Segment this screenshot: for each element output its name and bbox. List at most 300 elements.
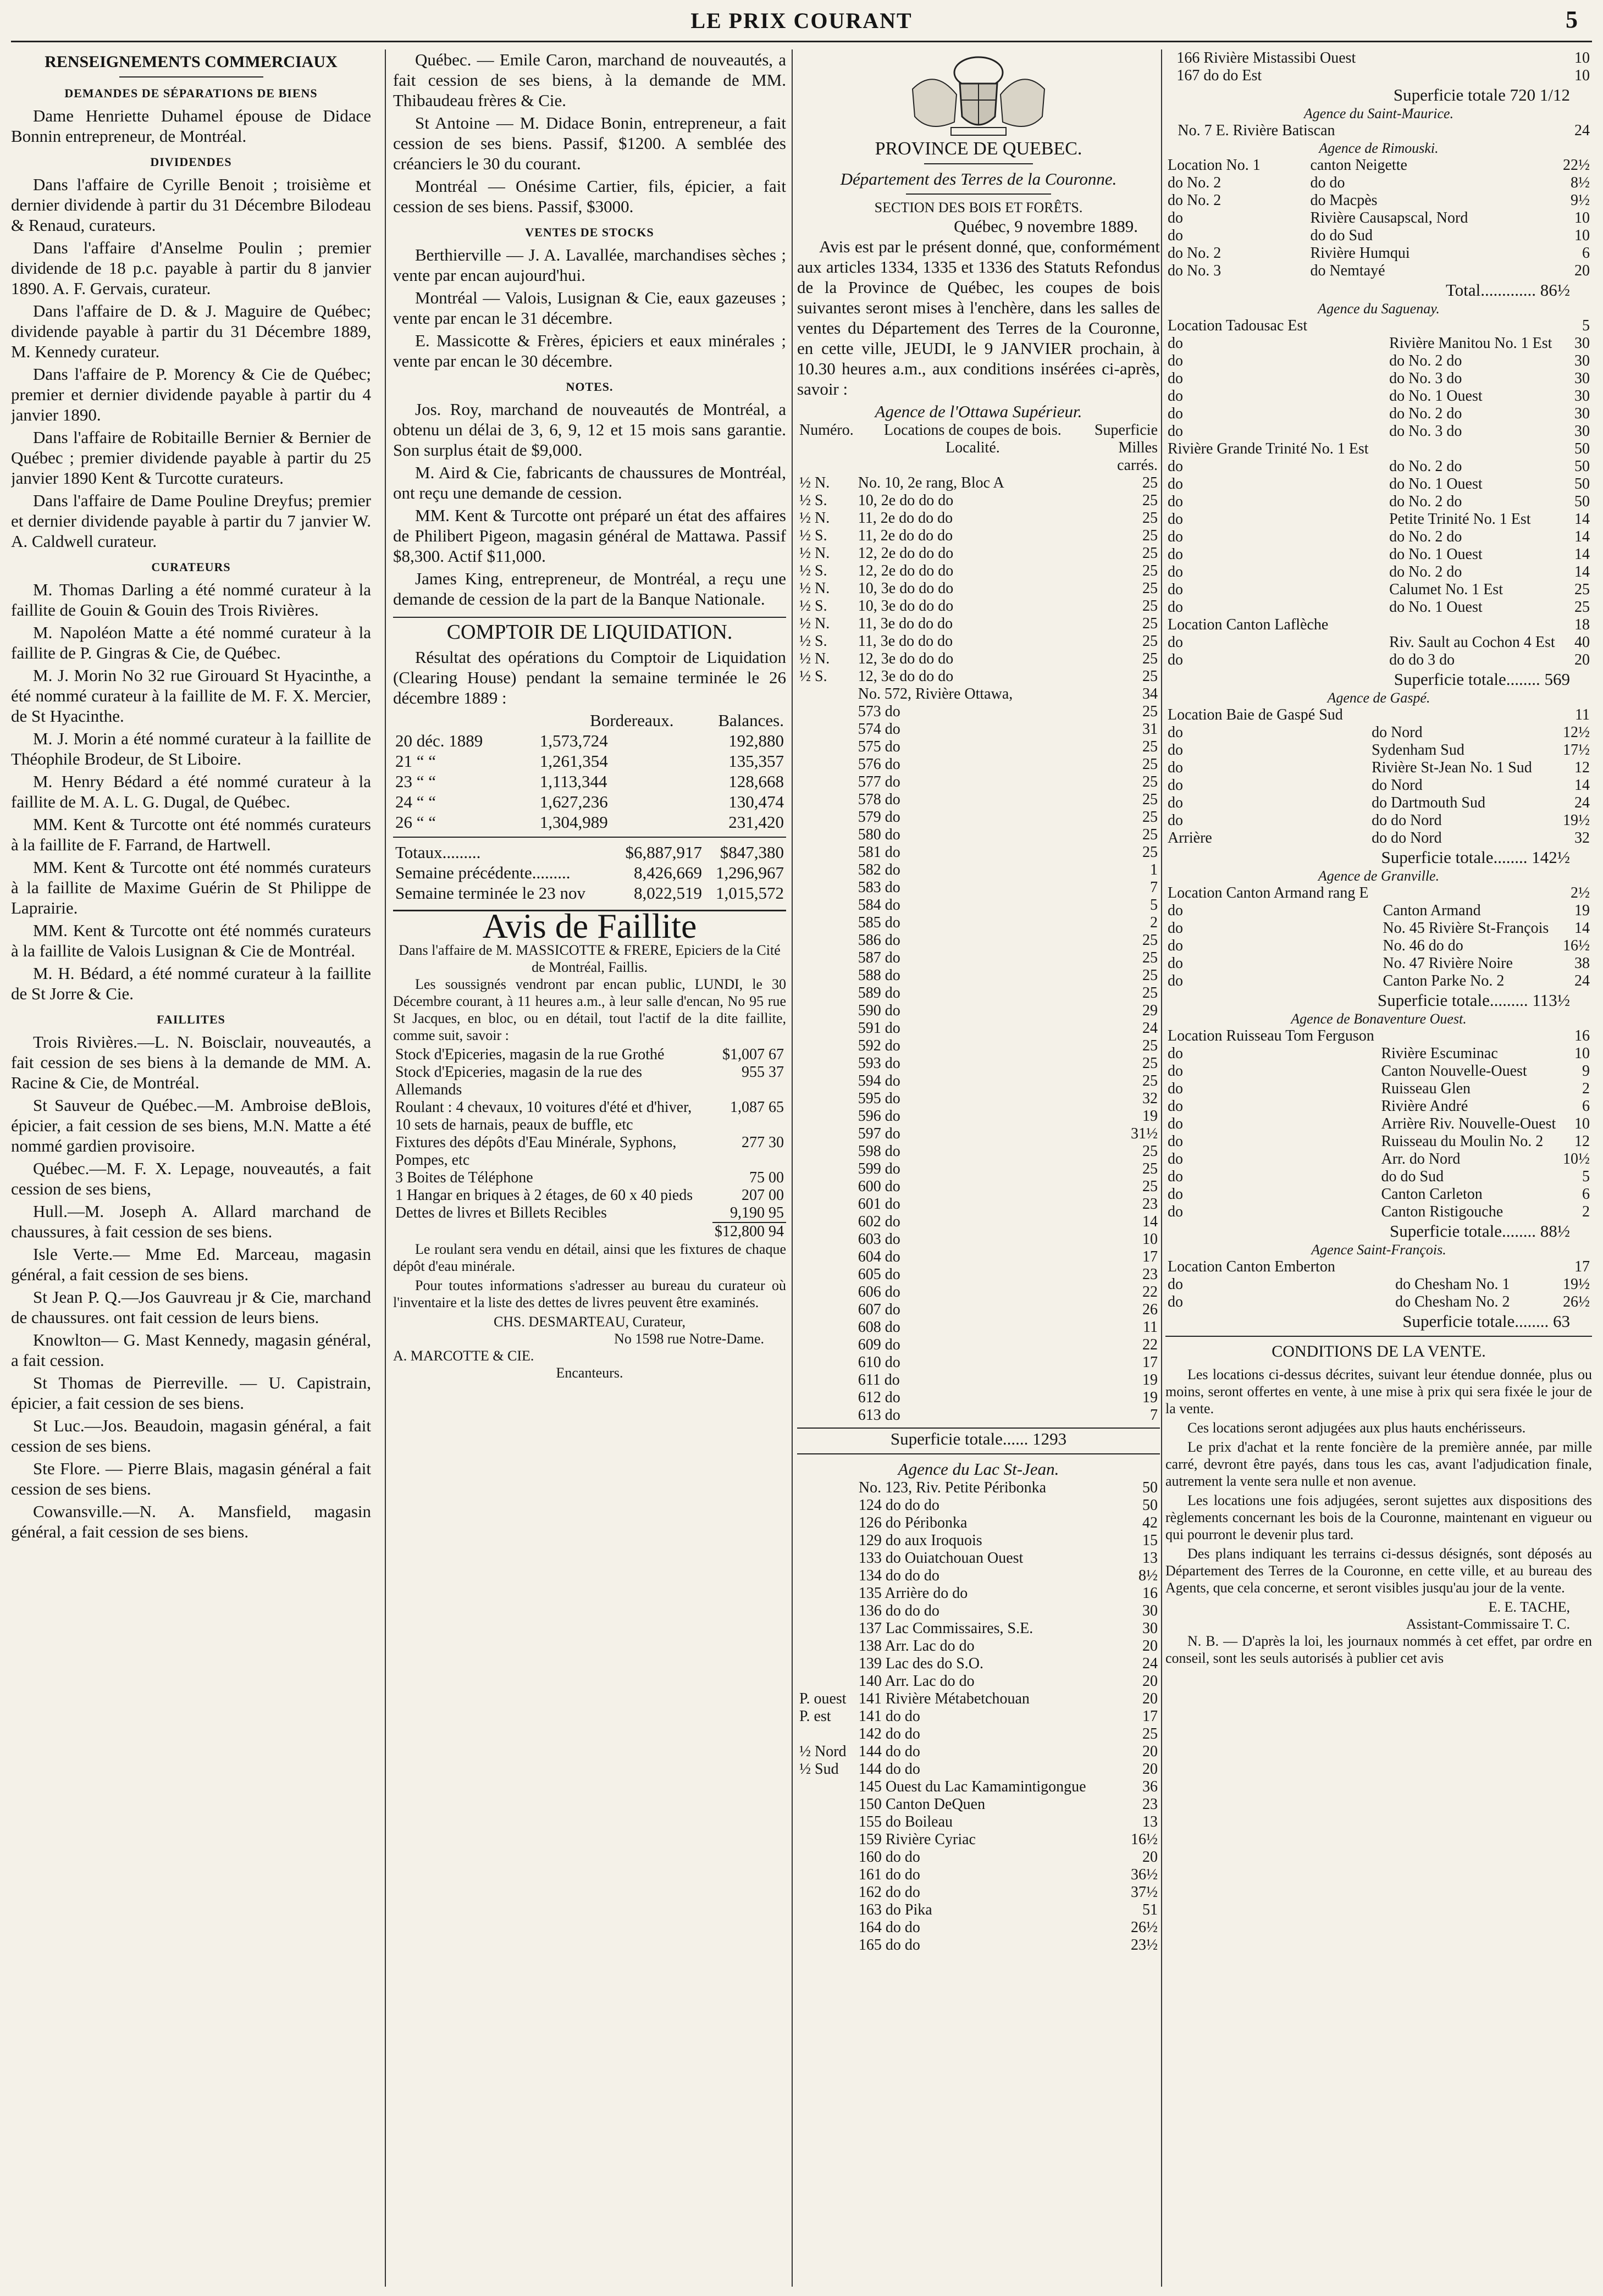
cell: 1 [1150,861,1158,878]
cell: 16½ [1131,1831,1158,1848]
cell: Rivière Causapscal, Nord [1310,209,1468,226]
cell: 20 déc. 1889 [395,731,483,750]
subtotal: Superficie totale......... 113½ [1377,991,1570,1010]
cell: do [1168,599,1183,616]
coat-of-arms-icon [902,51,1055,139]
timber-limits-table [1165,317,1592,669]
cell: do [1168,937,1183,954]
table-row [797,650,1160,668]
cell [797,1884,856,1901]
cell [797,1125,856,1143]
item-value: $1,007 67 [722,1046,784,1063]
table-row [1165,920,1592,937]
cell: 135,357 [728,751,784,771]
cell [797,1108,856,1125]
cell: ½ S. [799,492,827,509]
agency-heading: Agence Saint-François. [1311,1242,1446,1258]
table-row [797,1673,1160,1690]
table-row [1165,1080,1592,1098]
cell: 10½ [1563,1150,1590,1168]
column-divider [792,49,793,2287]
table-row [797,1497,1160,1514]
cell: 141 do do [858,1708,920,1725]
cell [1165,122,1175,140]
cell: do Nord [1372,777,1423,794]
cell: 30 [1574,423,1590,440]
cell: ½ N. [799,545,830,562]
cell: 601 do [858,1196,900,1213]
cell: 134 do do do [858,1567,939,1584]
cell: 25 [1142,510,1158,527]
cell: 10, 2e do do do [858,492,954,509]
table-row [797,562,1160,580]
paragraph: Québec.—M. F. X. Lepage, nouveautés, a fait cession de ses biens, [11,1159,371,1198]
cell: ½ N. [799,615,830,632]
table-row [1165,192,1592,209]
table-row [797,756,1160,773]
table-row [393,812,786,832]
cell: 25 [1142,527,1158,544]
cell [797,1937,856,1954]
cell: 135 Arrière do do [858,1585,968,1602]
table-row [393,792,786,812]
cell: do Macpès [1310,192,1378,209]
cell: do do [1310,174,1345,191]
cell: 25 [1142,967,1158,984]
cell: 141 Rivière Métabetchouan [858,1690,1030,1707]
table-row [797,1160,1160,1178]
cell: 18 [1574,616,1590,633]
item-description: Fixtures des dépôts d'Eau Minérale, Syphons, Pompes, etc [395,1134,677,1169]
cell [797,1090,856,1108]
cell: do [1168,388,1183,405]
table-row [797,861,1160,879]
cell: 36½ [1131,1866,1158,1883]
column-header: Locations de coupes de bois. Localité. [884,422,1062,456]
column-header: Numéro. [799,422,854,439]
table-row [1165,67,1592,85]
cell [797,932,856,949]
cell [797,1160,856,1178]
cell: Calumet No. 1 Est [1389,581,1503,598]
table-row [797,1620,1160,1637]
paragraph: Montréal — Valois, Lusignan & Cie, eaux gazeuses ; vente par encan le 31 décembre. [393,288,786,328]
cell: 574 do [858,721,900,738]
signer-name: E. E. TACHE, [1488,1599,1570,1615]
table-row [797,1108,1160,1125]
cell: ½ S. [799,527,827,544]
auction-total: $12,800 94 [712,1222,786,1241]
cell: 11, 2e do do do [858,527,953,544]
item-description: 1 Hangar en briques à 2 étages, de 60 x 40 pieds [395,1187,693,1204]
table-row [1165,777,1592,794]
cell [1387,317,1571,335]
cell: 598 do [858,1143,900,1160]
cell: do No. 2 [1168,245,1221,262]
table-row [1165,1276,1592,1293]
cell [797,1813,856,1831]
cell: do [1168,493,1183,510]
table-row [797,1213,1160,1231]
cell: do [1168,759,1183,776]
cell: do [1168,1150,1183,1168]
cell [797,1725,856,1743]
paragraph: Dame Henriette Duhamel épouse de Didace Bonnin entrepreneur, de Montréal. [11,106,371,146]
subsection-heading: NOTES. [566,380,613,394]
cell: 17 [1142,1354,1158,1371]
cell [797,914,856,932]
cell: 30 [1574,335,1590,352]
cell: 20 [1142,1743,1158,1760]
table-row [393,1222,786,1241]
cell [797,1602,856,1620]
cell: Rivière Escuminac [1381,1045,1498,1062]
cell: 25 [1142,633,1158,650]
cell: 576 do [858,756,900,773]
cell: 167 do do Est [1176,67,1262,84]
agency-heading: Agence de Bonaventure Ouest. [1291,1011,1467,1027]
cell: 1,296,967 [716,863,784,882]
table-row [797,685,1160,703]
cell: 24 [1574,972,1590,989]
cell: ½ N. [799,474,830,491]
agency-heading: Agence de l'Ottawa Supérieur. [875,402,1082,421]
cell [1387,440,1571,458]
cell [797,1550,856,1567]
table-row [797,844,1160,861]
cell: 20 [1142,1673,1158,1690]
cell: 582 do [858,861,900,878]
cell: 50 [1574,475,1590,493]
item-value: 1,087 65 [730,1099,784,1116]
cell [797,1919,856,1937]
cell: 11 [1143,1319,1158,1336]
cell: 25 [1142,826,1158,843]
cell: Canton Armand [1383,902,1481,919]
column-notices [393,49,786,2287]
cell: P. est [799,1708,831,1725]
cell: 12, 2e do do do [858,545,954,562]
table-row [797,1389,1160,1407]
cell: 30 [1142,1602,1158,1619]
cell [797,721,856,738]
cell [797,1055,856,1072]
cell: do [1168,209,1183,226]
cell [797,1143,856,1160]
table-row [393,771,786,792]
table-row [797,668,1160,685]
nota-bene: N. B. — D'après la loi, les journaux nommés à cet effet, par ordre en conseil, sont les seuls autorisés à publier cet avis [1165,1633,1592,1666]
cell: 5 [1582,1168,1590,1185]
table-row [1165,49,1592,67]
cell: 585 do [858,914,900,931]
cell: 7 [1150,1407,1158,1424]
cell: do Chesham No. 1 [1395,1276,1510,1293]
cell: 579 do [858,809,900,826]
cell [797,1673,856,1690]
cell: 14 [1574,563,1590,580]
cell: 20 [1574,262,1590,279]
agency-heading: Agence de Granville. [1318,868,1440,884]
cell [797,861,856,879]
cell: ½ N. [799,650,830,667]
cell: 10, 3e do do do [858,597,954,615]
cell: 586 do [858,932,900,949]
cell [797,1407,856,1424]
cell: 32 [1574,829,1590,847]
cell: do [1168,458,1183,475]
stock-sales-list [393,245,786,371]
table-row [797,1655,1160,1673]
cell [797,1532,856,1550]
table-row [1165,724,1592,742]
table-row [1165,1045,1592,1063]
table-row [1165,122,1592,140]
table-row [1165,742,1592,759]
cell: 22 [1142,1336,1158,1353]
table-row [1165,475,1592,493]
cell: 16 [1574,1027,1590,1044]
paragraph: James King, entrepreneur, de Montréal, a reçu une demande de cession de la part de la Banque Nationale. [393,569,786,608]
cell: 603 do [858,1231,900,1248]
cell: 587 do [858,949,900,966]
cell: 9 [1582,1063,1590,1080]
table-row [1165,528,1592,546]
paragraph: Knowlton— G. Mast Kennedy, magasin général, a fait cession. [11,1330,371,1370]
cell: ½ Sud [799,1761,839,1778]
paragraph: Dans l'affaire de Robitaille Bernier & Bernier de Québec ; premier dividende payable à partir du 25 janvier 1890 Kent & Turcotte curateurs. [11,428,371,488]
table-row [797,1637,1160,1655]
table-row [797,738,1160,756]
paragraph: Les locations une fois adjugées, seront sujettes aux dispositions des règlements concernant les bois de la Couronne, maintenant en vigueur ou qui pourront le devenir plus tard. [1165,1492,1592,1542]
cell [797,1283,856,1301]
conditions-title: CONDITIONS DE LA VENTE. [1272,1342,1486,1360]
cell: 10 [1142,1231,1158,1248]
cell: 17 [1142,1248,1158,1265]
cell: do [1168,794,1183,811]
cell: Rivière Grande Trinité No. 1 Est [1168,440,1369,457]
cell: do [1168,405,1183,422]
cell: do [1168,511,1183,528]
cell: 8½ [1138,1567,1158,1584]
cell: 50 [1574,458,1590,475]
table-row [797,1708,1160,1725]
cell: Arr. do Nord [1381,1150,1461,1168]
table-row [797,1037,1160,1055]
cell [797,844,856,861]
cell: ½ Nord [799,1743,847,1760]
cell: do [1168,352,1183,369]
cell [1369,706,1556,724]
table-row [1165,902,1592,920]
cell: do [1168,955,1183,972]
table-row [797,1231,1160,1248]
bankruptcy-notice-title: Avis de Faillite [393,910,786,936]
table-row [1165,563,1592,581]
table-row [797,1072,1160,1090]
table-row [797,1778,1160,1796]
paragraph: MM. Kent & Turcotte ont été nommés curateurs à la faillite de F. Farrand, de Hartwell. [11,815,371,854]
cell: P. ouest [799,1690,847,1707]
timber-limits-table [1165,157,1592,280]
table-row [1165,1027,1592,1045]
item-description: Stock d'Epiceries, magasin de la rue des Allemands [395,1064,643,1098]
table-row [393,731,786,751]
cell: ½ S. [799,633,827,650]
cell [797,1319,856,1336]
table-row [1165,812,1592,829]
cell [797,984,856,1002]
cell: 15 [1142,1532,1158,1549]
column-timber-sales-continued [1165,49,1592,2287]
table-row [797,984,1160,1002]
table-row [797,1602,1160,1620]
cell: 7 [1150,879,1158,896]
table-row [1165,1186,1592,1203]
cell: 5 [1582,317,1590,334]
table-row [1165,972,1592,990]
cell [797,738,856,756]
table-row [797,826,1160,844]
table-row [797,1567,1160,1585]
table-row [797,492,1160,510]
table-row [1165,581,1592,599]
cell: 25 [1142,1037,1158,1054]
cell: do do Sud [1310,227,1373,244]
table-row [797,809,1160,826]
cell: Location Canton Laflèche [1168,616,1329,633]
cell [797,685,856,703]
cell: 165 do do [858,1937,920,1954]
cell: 19 [1574,902,1590,919]
table-row [797,1514,1160,1532]
cell: 13 [1142,1813,1158,1830]
cell: 581 do [858,844,900,861]
cell [797,967,856,984]
cell: 8,426,669 [634,863,703,882]
cell [797,1301,856,1319]
cell: 2 [1582,1203,1590,1220]
cell: 30 [1574,388,1590,405]
cell: $6,887,917 [625,843,703,862]
cell: do [1168,777,1183,794]
cell: 1,627,236 [539,792,608,811]
cell: 14 [1574,777,1590,794]
cell: No. 46 do do [1383,937,1463,954]
cell: 612 do [858,1389,900,1406]
paragraph: Berthierville — J. A. Lavallée, marchandises sèches ; vente par encan aujourd'hui. [393,245,786,285]
cell: do No. 3 do [1389,370,1462,387]
cell: 26½ [1563,1293,1590,1310]
cell: 13 [1142,1550,1158,1567]
cell: 136 do do do [858,1602,939,1619]
auctioneer-name: A. MARCOTTE & CIE. [393,1348,534,1364]
paragraph: St Sauveur de Québec.—M. Ambroise deBlois, épicier, a fait cession de ses biens, M.N. Matte a été nommé gardien provisoire. [11,1096,371,1155]
item-description: Roulant : 4 chevaux, 10 voitures d'été et d'hiver, 10 sets de harnais, peaux de buffle, etc [395,1099,692,1133]
table-row [1165,1203,1592,1221]
cell: do [1168,634,1183,651]
cell: Canton Ristigouche [1381,1203,1503,1220]
table-row [797,1178,1160,1196]
cell: Canton Nouvelle-Ouest [1381,1063,1527,1080]
cell [1387,616,1571,634]
cell: 595 do [858,1090,900,1107]
section-heading: SECTION DES BOIS ET FORÊTS. [874,200,1083,215]
cell: 23 [1142,1266,1158,1283]
table-row [797,1354,1160,1371]
table-row [797,879,1160,897]
cell: 21 “ “ [395,751,436,771]
cell: 42 [1142,1514,1158,1531]
item-description: 3 Boites de Téléphone [395,1169,533,1186]
cell [797,791,856,809]
cell: 22 [1142,1283,1158,1301]
cell: 30 [1574,405,1590,422]
cell [797,1866,856,1884]
table-row [797,1196,1160,1213]
cell: 129 do aux Iroquois [858,1532,982,1549]
cell: 24 [1142,1020,1158,1037]
paragraph: M. Thomas Darling a été nommé curateur à la faillite de Gouin & Gouin des Trois Rivières. [11,580,371,619]
table-row [1165,1098,1592,1115]
cell: 31 [1142,721,1158,738]
cell: 25 [1142,844,1158,861]
paragraph: M. J. Morin No 32 rue Girouard St Hyacinthe, a été nommé curateur à la faillite de M. F. X. Mercier, de St Hyacinthe. [11,666,371,726]
cell [797,1266,856,1283]
cell: 10 [1574,67,1590,84]
page-header [11,0,1592,42]
table-row [797,1319,1160,1336]
paragraph: Dans l'affaire de Cyrille Benoit ; troisième et dernier dividende à partir du 31 Décembre Bilodeau & Renaud, curateurs. [11,175,371,235]
table-row [1165,245,1592,262]
cell: 25 [1142,809,1158,826]
column-commercial-info [11,49,371,2287]
cell: Petite Trinité No. 1 Est [1389,511,1531,528]
table-row [797,1690,1160,1708]
paragraph: Québec. — Emile Caron, marchand de nouveautés, a fait cession de ses biens, à la demande de MM. Thibaudeau frères & Cie. [393,50,786,110]
cell: do [1168,742,1183,759]
cell: 160 do do [858,1849,920,1866]
conditions-list [1165,1366,1592,1596]
paragraph: E. Massicotte & Frères, épiciers et eaux minérales ; vente par encan le 30 décembre. [393,331,786,370]
columns [11,49,1592,2287]
cell: 1,261,354 [539,751,608,771]
cell: 16 [1142,1585,1158,1602]
paragraph: MM. Kent & Turcotte ont été nommés curateurs à la faillite de Maxime Guérin de St Philippe de Laprairie. [11,857,371,917]
column-header: Balances. [718,711,784,730]
cell: 128,668 [728,772,784,791]
table-row [797,949,1160,967]
cell: 597 do [858,1125,900,1142]
cell: 602 do [858,1213,900,1230]
cell: 50 [1574,493,1590,510]
agency-heading: Agence du Saint-Maurice. [1303,106,1454,121]
cell: do [1168,1098,1183,1115]
cell: do Dartmouth Sud [1372,794,1485,811]
cell: Arrière Riv. Nouvelle-Ouest [1381,1115,1556,1132]
paragraph: M. Henry Bédard a été nommé curateur à la faillite de M. A. L. G. Dugal, de Québec. [11,772,371,811]
cell: 6 [1582,1186,1590,1203]
cell: Location Canton Armand rang E [1168,884,1369,901]
separation-list [11,106,371,146]
cell [797,1178,856,1196]
paragraph: Cowansville.—N. A. Mansfield, magasin général, a fait cession de ses biens. [11,1502,371,1541]
cell: 137 Lac Commissaires, S.E. [858,1620,1033,1637]
subtotal: Superficie totale...... 1293 [797,1428,1160,1449]
table-row [797,703,1160,721]
cell: 11 [1575,706,1590,723]
cell: 578 do [858,791,900,808]
